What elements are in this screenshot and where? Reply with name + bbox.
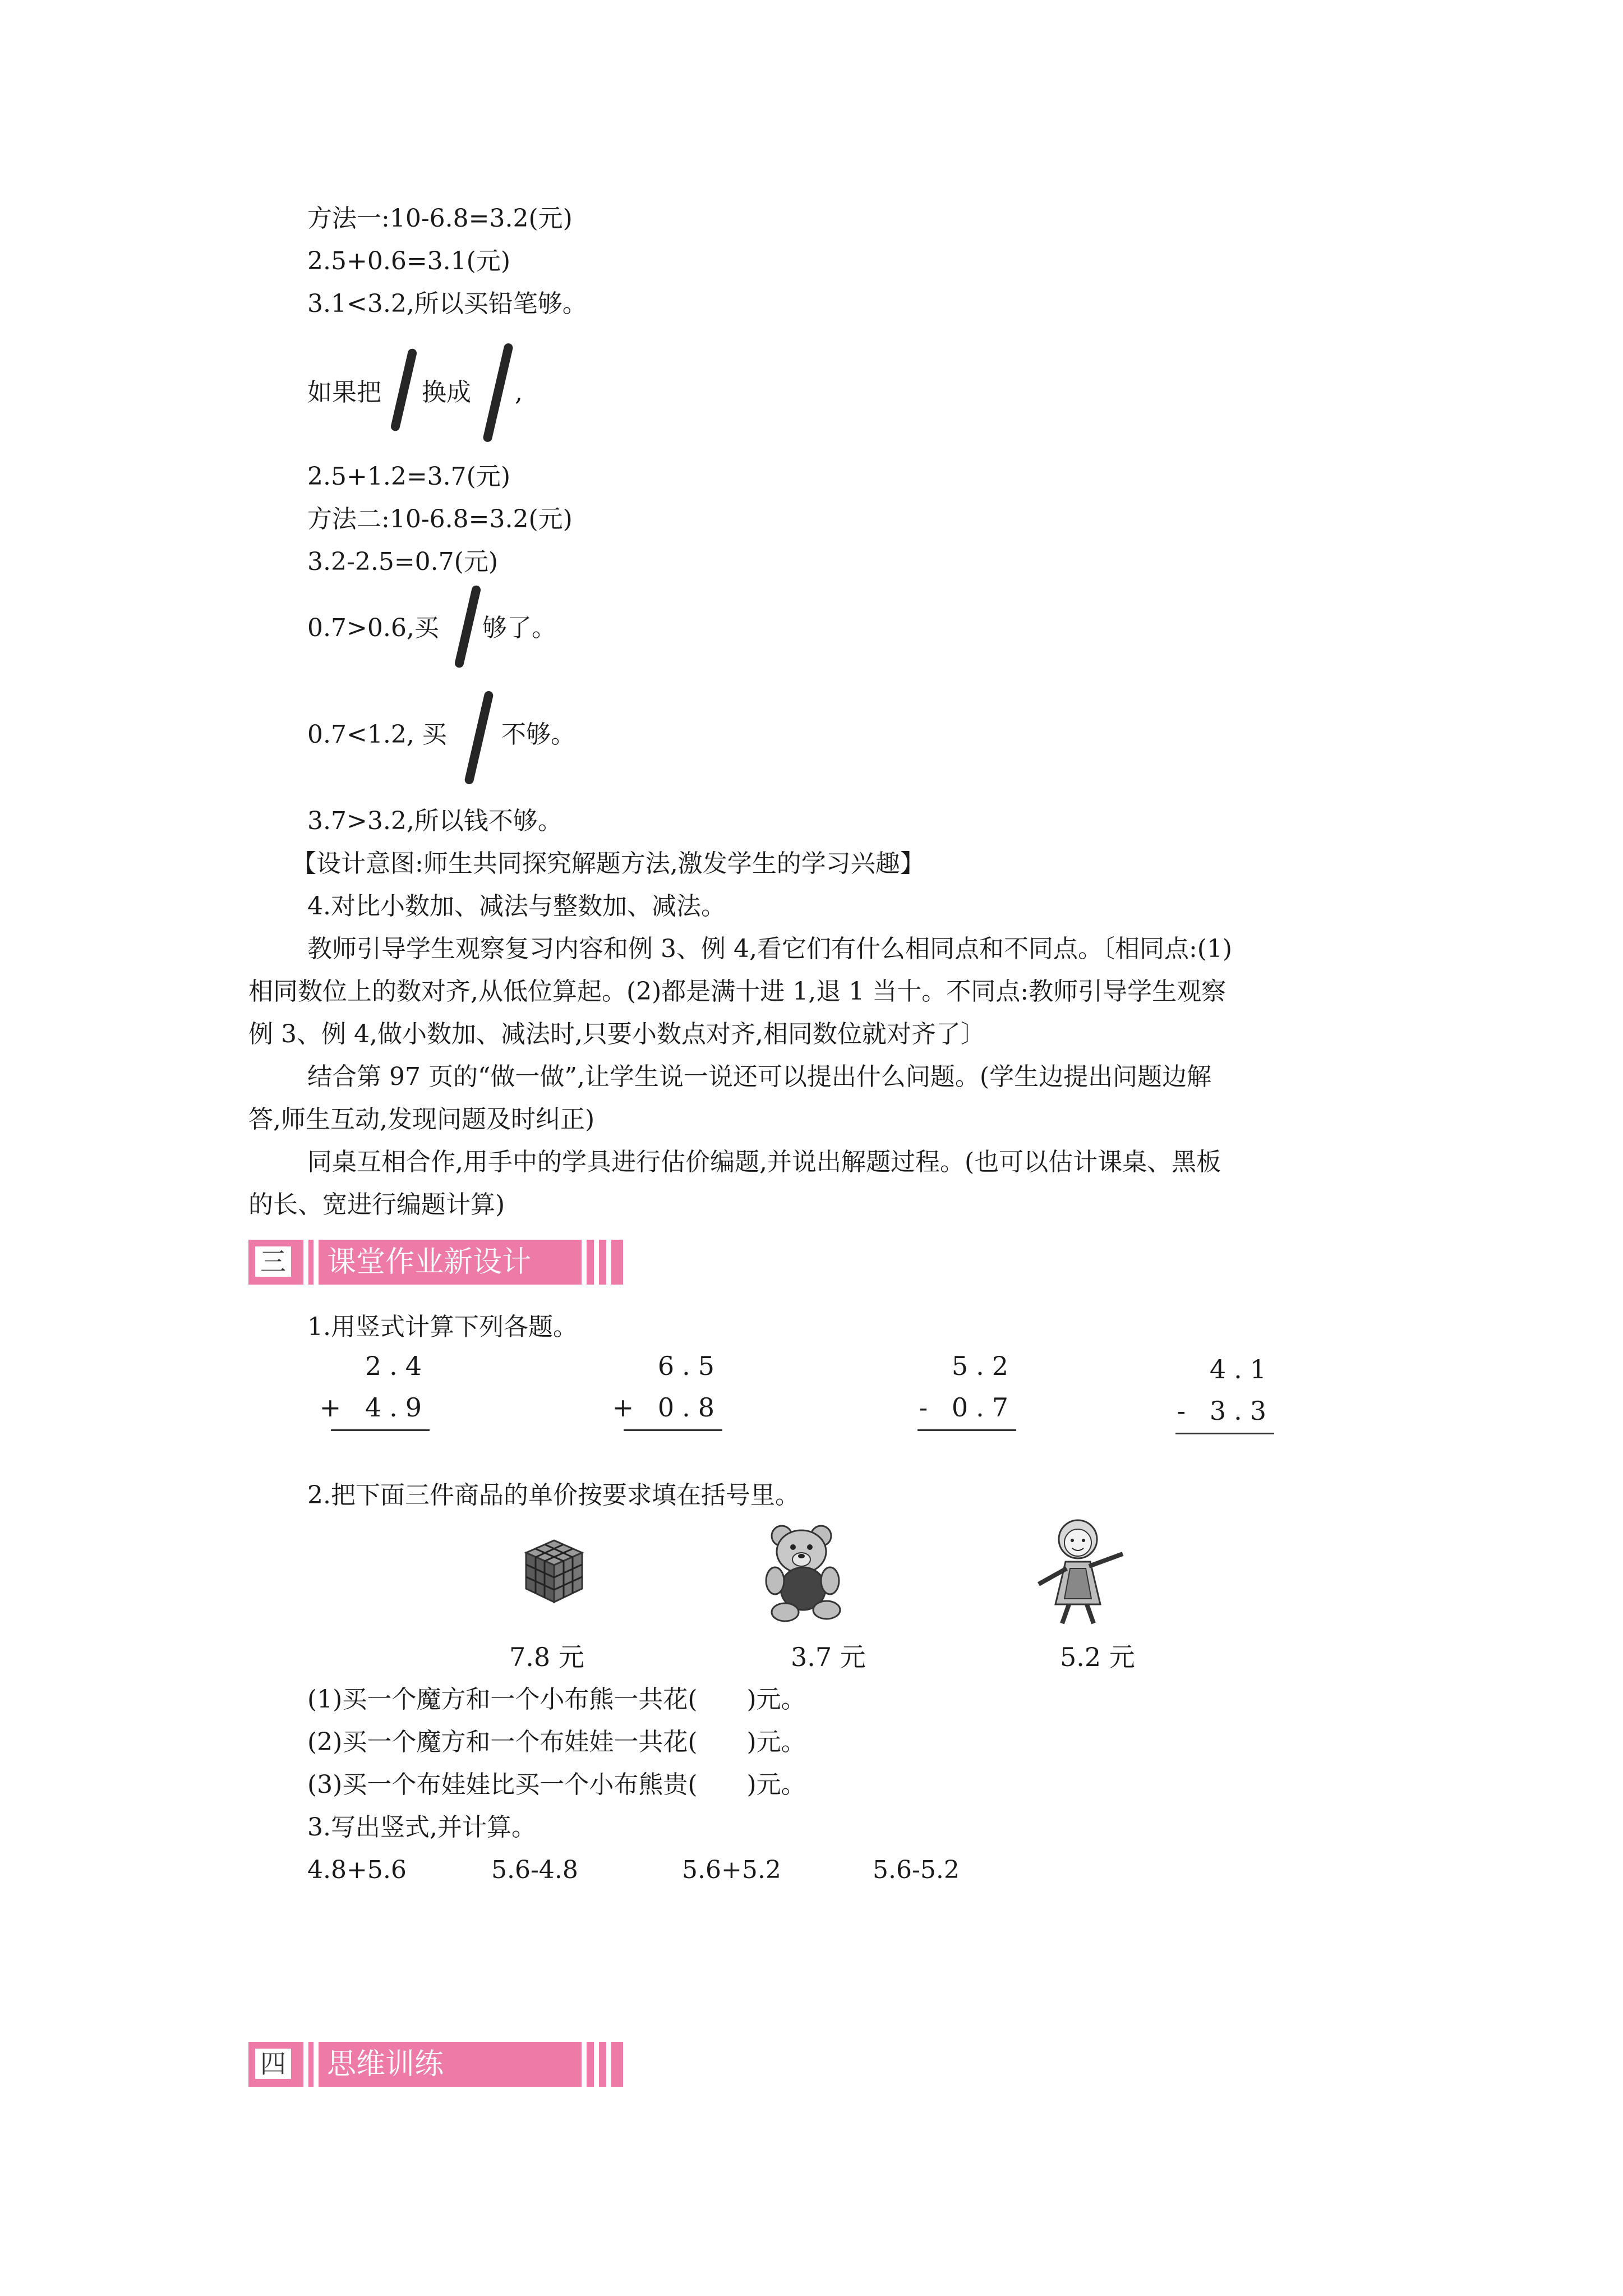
expression: 5.6-4.8 [491, 1856, 578, 1884]
text-line [307, 718, 447, 752]
banner-stripe [303, 2042, 308, 2087]
calc-top: 5.2 [951, 1351, 1016, 1381]
calc-line [1175, 1433, 1274, 1434]
text-line [307, 611, 439, 645]
vertical-calc [612, 1345, 722, 1435]
section-title: 思维训练 [327, 2047, 444, 2081]
calc-line [624, 1429, 722, 1431]
text-line [307, 376, 381, 409]
paragraph-line: 相同数位上的数对齐,从低位算起。(2)都是满十进 1,退 1 当十。不同点:教师引导学生观察 [248, 977, 1227, 1006]
text-fragment: , [515, 378, 523, 407]
price-label: 5.2 元 [1060, 1642, 1135, 1672]
banner-stripe [606, 2042, 611, 2087]
vertical-calc [1175, 1349, 1274, 1438]
calc-top: 6.5 [657, 1351, 722, 1381]
calc-bottom: + 4.9 [319, 1392, 430, 1423]
text-line: 3.7>3.2,所以钱不够。 [307, 807, 562, 835]
paragraph-line: 的长、宽进行编题计算) [248, 1190, 505, 1219]
text-line [515, 376, 523, 409]
section-title: 课堂作业新设计 [327, 1245, 532, 1279]
banner-stripe [594, 1240, 599, 1285]
text-fragment: 不够。 [501, 720, 575, 749]
paragraph-line: 答,师生互动,发现问题及时纠正) [248, 1105, 595, 1134]
section-number: 三 [253, 1244, 293, 1279]
section-banner-3 [248, 1240, 623, 1285]
pencil-icon [454, 585, 481, 669]
vertical-calc [319, 1345, 430, 1435]
paragraph-line: 结合第 97 页的“做一做”,让学生说一说还可以提出什么问题。(学生边提出问题边解 [307, 1062, 1212, 1091]
text-line: 方法二:10-6.8=3.2(元) [307, 505, 573, 533]
question-line: (1)买一个魔方和一个小布熊一共花( )元。 [307, 1685, 806, 1714]
rubiks-cube-icon [515, 1530, 593, 1609]
pencil-icon [482, 343, 514, 443]
doll-icon [1022, 1515, 1134, 1627]
text-line: 3.1<3.2,所以买铅笔够。 [307, 289, 587, 318]
text-line: 2.5+0.6=3.1(元) [307, 247, 510, 275]
expression: 4.8+5.6 [307, 1856, 407, 1884]
calc-line [917, 1429, 1016, 1431]
text-line: 3.2-2.5=0.7(元) [307, 547, 498, 576]
banner-stripe [313, 2042, 319, 2087]
banner-stripe [594, 2042, 599, 2087]
calc-bottom: - 3.3 [1177, 1396, 1274, 1426]
text-line [422, 376, 471, 409]
text-line [501, 718, 575, 752]
calc-bottom: - 0.7 [919, 1392, 1016, 1423]
design-intent: 【设计意图:师生共同探究解题方法,激发学生的学习兴趣】 [292, 849, 925, 878]
teddy-bear-icon [758, 1519, 848, 1626]
paragraph-line: 同桌互相合作,用手中的学具进行估价编题,并说出解题过程。(也可以估计课桌、黑板 [307, 1148, 1221, 1176]
text-line [482, 611, 556, 645]
text-fragment: 如果把 [307, 378, 381, 407]
banner-stripe [303, 1240, 308, 1285]
text-fragment: 0.7>0.6,买 [307, 614, 439, 642]
pencil-icon [390, 348, 417, 432]
text-fragment: 换成 [422, 378, 471, 407]
calc-top: 4.1 [1209, 1354, 1274, 1384]
paragraph-line: 教师引导学生观察复习内容和例 3、例 4,看它们有什么相同点和不同点。〔相同点:(1) [307, 935, 1233, 963]
calc-top: 2.4 [365, 1351, 430, 1381]
pencil-icon [464, 690, 494, 785]
text-fragment: 够了。 [482, 614, 556, 642]
banner-stripe [606, 1240, 611, 1285]
paragraph-line: 例 3、例 4,做小数加、减法时,只要小数点对齐,相同数位就对齐了〕 [248, 1020, 985, 1048]
price-label: 7.8 元 [509, 1642, 584, 1672]
exercise-title: 1.用竖式计算下列各题。 [307, 1313, 578, 1341]
question-line: (2)买一个魔方和一个布娃娃一共花( )元。 [307, 1728, 806, 1756]
text-line: 2.5+1.2=3.7(元) [307, 462, 510, 491]
calc-bottom: + 0.8 [612, 1392, 722, 1423]
exercise-title: 2.把下面三件商品的单价按要求填在括号里。 [307, 1481, 800, 1510]
section-banner-4 [248, 2042, 623, 2087]
expression: 5.6-5.2 [873, 1856, 960, 1884]
banner-stripe [313, 1240, 319, 1285]
vertical-calc [917, 1345, 1016, 1435]
text-fragment: 0.7<1.2, 买 [307, 720, 447, 749]
price-label: 3.7 元 [791, 1642, 866, 1672]
exercise-title: 3.写出竖式,并计算。 [307, 1813, 536, 1842]
expression: 5.6+5.2 [682, 1856, 781, 1884]
calc-line [331, 1429, 430, 1431]
text-line: 方法一:10-6.8=3.2(元) [307, 204, 573, 233]
banner-stripe [582, 1240, 587, 1285]
text-line: 4.对比小数加、减法与整数加、减法。 [307, 892, 726, 921]
section-number: 四 [253, 2046, 293, 2081]
question-line: (3)买一个布娃娃比买一个小布熊贵( )元。 [307, 1770, 806, 1799]
banner-stripe [582, 2042, 587, 2087]
